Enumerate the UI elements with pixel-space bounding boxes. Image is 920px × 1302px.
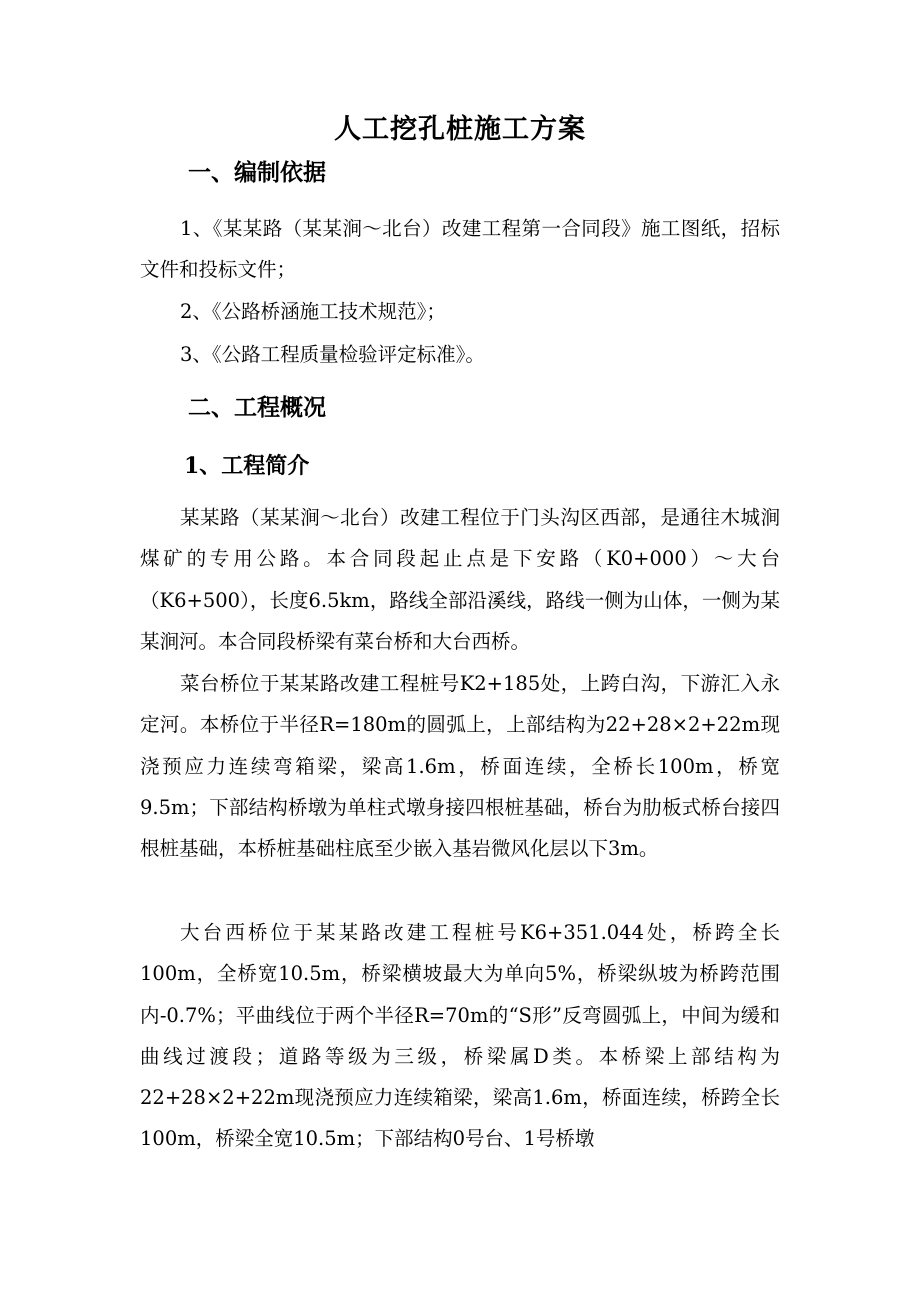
- paragraph-caitai-bridge: 菜台桥位于某某路改建工程桩号K2+185处，上跨白沟，下游汇入永定河。本桥位于半径R=180m的圆弧上，上部结构为22+28×2+22m现浇预应力连续弯箱梁，梁高1.6m，桥面连续，全桥长100m，桥宽9.5m；下部结构桥墩为单柱式墩身接四根桩基础，桥台为肋板式桥台接四根桩基础，本桥桩基础柱底至少嵌入基岩微风化层以下3m。: [140, 672, 780, 861]
- paragraph-datai-west-bridge: 大台西桥位于某某路改建工程桩号K6+351.044处，桥跨全长100m，全桥宽10.5m，桥梁横坡最大为单向5%，桥梁纵坡为桥跨范围内-0.7%；平曲线位于两个半径R=70m的“S形”反弯圆弧上，中间为缓和曲线过渡段；道路等级为三级，桥梁属D类。本桥梁上部结构为22+28×2+22m现浇预应力连续箱梁，梁高1.6m，桥面连续，桥跨全长100m，桥梁全宽10.5m；下部结构0号台、1号桥墩: [140, 921, 780, 1151]
- section-heading-basis: 一、编制依据: [188, 159, 326, 186]
- basis-item-2: 2、《公路桥涵施工技术规范》；: [180, 300, 446, 323]
- basis-item-3: 3、《公路工程质量检验评定标准》。: [180, 343, 485, 366]
- section-heading-overview: 二、工程概况: [188, 394, 326, 421]
- document-title: 人工挖孔桩施工方案: [334, 114, 586, 145]
- basis-item-1: 1、《某某路（某某涧～北台）改建工程第一合同段》施工图纸，招标文件和投标文件；: [140, 217, 780, 282]
- subsection-heading-intro: 1、工程简介: [184, 453, 310, 479]
- paragraph-project-intro: 某某路（某某涧～北台）改建工程位于门头沟区西部，是通往木城涧煤矿的专用公路。本合同段起止点是下安路（K0+000）～大台（K6+500），长度6.5km，路线全部沿溪线，路线一侧为山体，一侧为某某涧河。本合同段桥梁有菜台桥和大台西桥。: [140, 506, 780, 653]
